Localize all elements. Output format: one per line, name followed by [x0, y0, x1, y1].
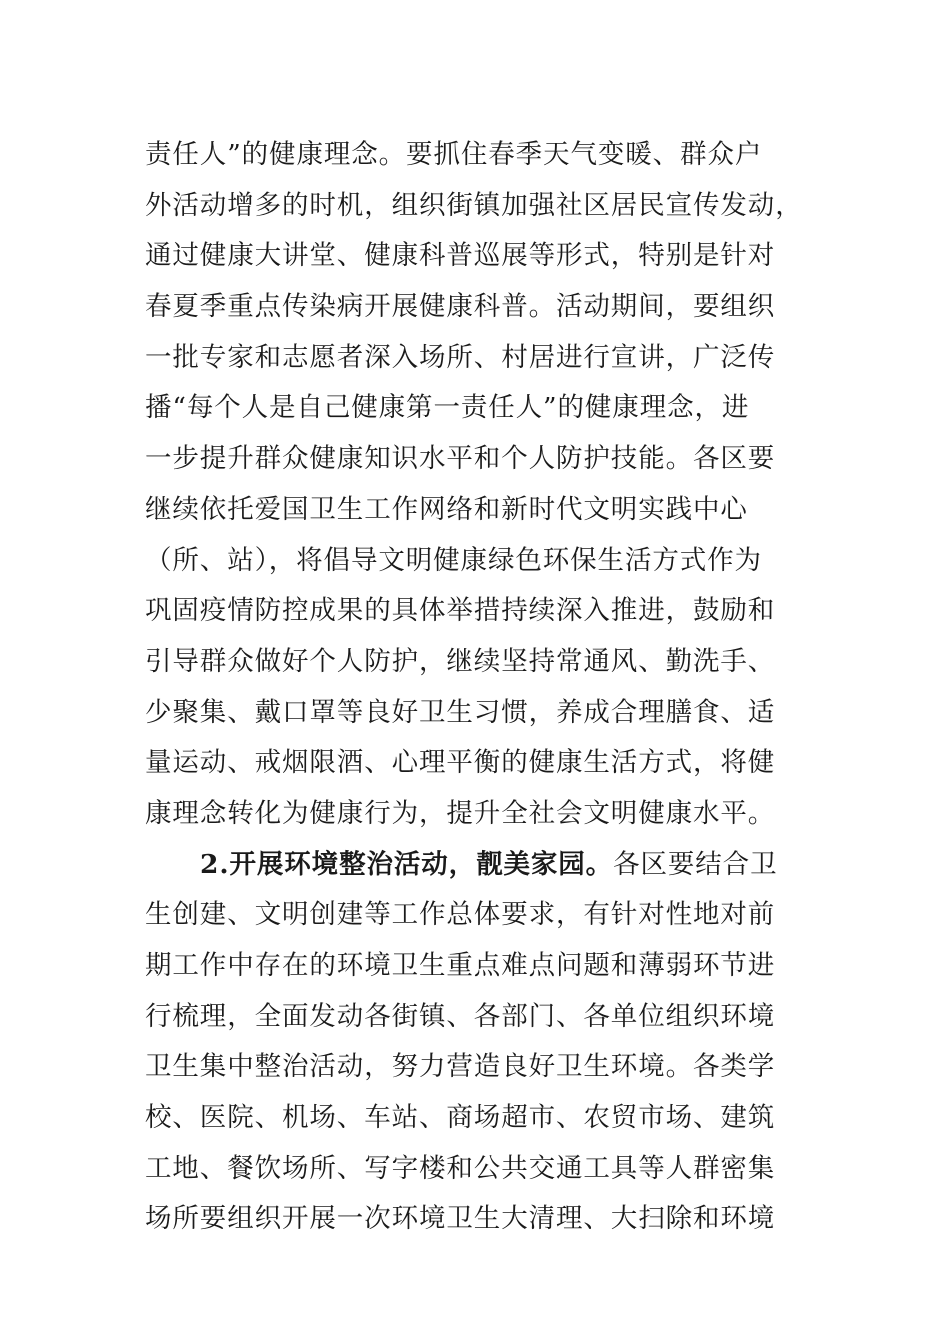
body-text — [145, 130, 825, 1245]
text-line: 春夏季重点传染病开展健康科普。活动期间，要组织 — [145, 291, 776, 323]
text-line: 行梳理，全面发动各街镇、各部门、各单位组织环境 — [145, 1000, 776, 1032]
text-line: 校、医院、机场、车站、商场超市、农贸市场、建筑 — [145, 1102, 776, 1134]
text-line: 责任人”的健康理念。要抓住春季天气变暖、群众户 — [145, 139, 763, 170]
text-line: 通过健康大讲堂、健康科普巡展等形式，特别是针对 — [145, 240, 776, 272]
text-line: 继续依托爱国卫生工作网络和新时代文明实践中心 — [145, 493, 748, 525]
section-2-first-line — [145, 840, 825, 891]
text-line: 康理念转化为健康行为，提升全社会文明健康水平。 — [145, 797, 776, 829]
text-line: （所、站），将倡导文明健康绿色环保生活方式作为 — [145, 544, 762, 576]
text-line: 巩固疫情防控成果的具体举措持续深入推进，鼓励和 — [145, 595, 776, 627]
text-line: 量运动、戒烟限酒、心理平衡的健康生活方式，将健 — [145, 747, 776, 779]
text-line: 期工作中存在的环境卫生重点难点问题和薄弱环节进 — [145, 950, 776, 981]
section-2-heading: 2.开展环境整治活动，靓美家园。 — [200, 848, 614, 880]
text-line: 场所要组织开展一次环境卫生大清理、大扫除和环境 — [145, 1203, 776, 1235]
text-line: 外活动增多的时机，组织街镇加强社区居民宣传发动， — [145, 189, 803, 221]
text-line: 一步提升群众健康知识水平和个人防护技能。各区要 — [145, 443, 776, 475]
text-line: 生创建、文明创建等工作总体要求，有针对性地对前 — [145, 899, 776, 931]
text-line: 工地、餐饮场所、写字楼和公共交通工具等人群密集 — [145, 1152, 776, 1184]
text-line: 引导群众做好个人防护，继续坚持常通风、勤洗手、 — [145, 645, 776, 677]
section-2-lead-text: 各区要结合卫 — [613, 848, 778, 880]
text-line: 少聚集、戴口罩等良好卫生习惯，养成合理膳食、适 — [145, 696, 776, 728]
text-line: 播“每个人是自己健康第一责任人”的健康理念，进 — [145, 392, 750, 424]
text-line: 卫生集中整治活动，努力营造良好卫生环境。各类学 — [145, 1051, 776, 1083]
text-line: 一批专家和志愿者深入场所、村居进行宣讲，广泛传 — [145, 341, 776, 373]
